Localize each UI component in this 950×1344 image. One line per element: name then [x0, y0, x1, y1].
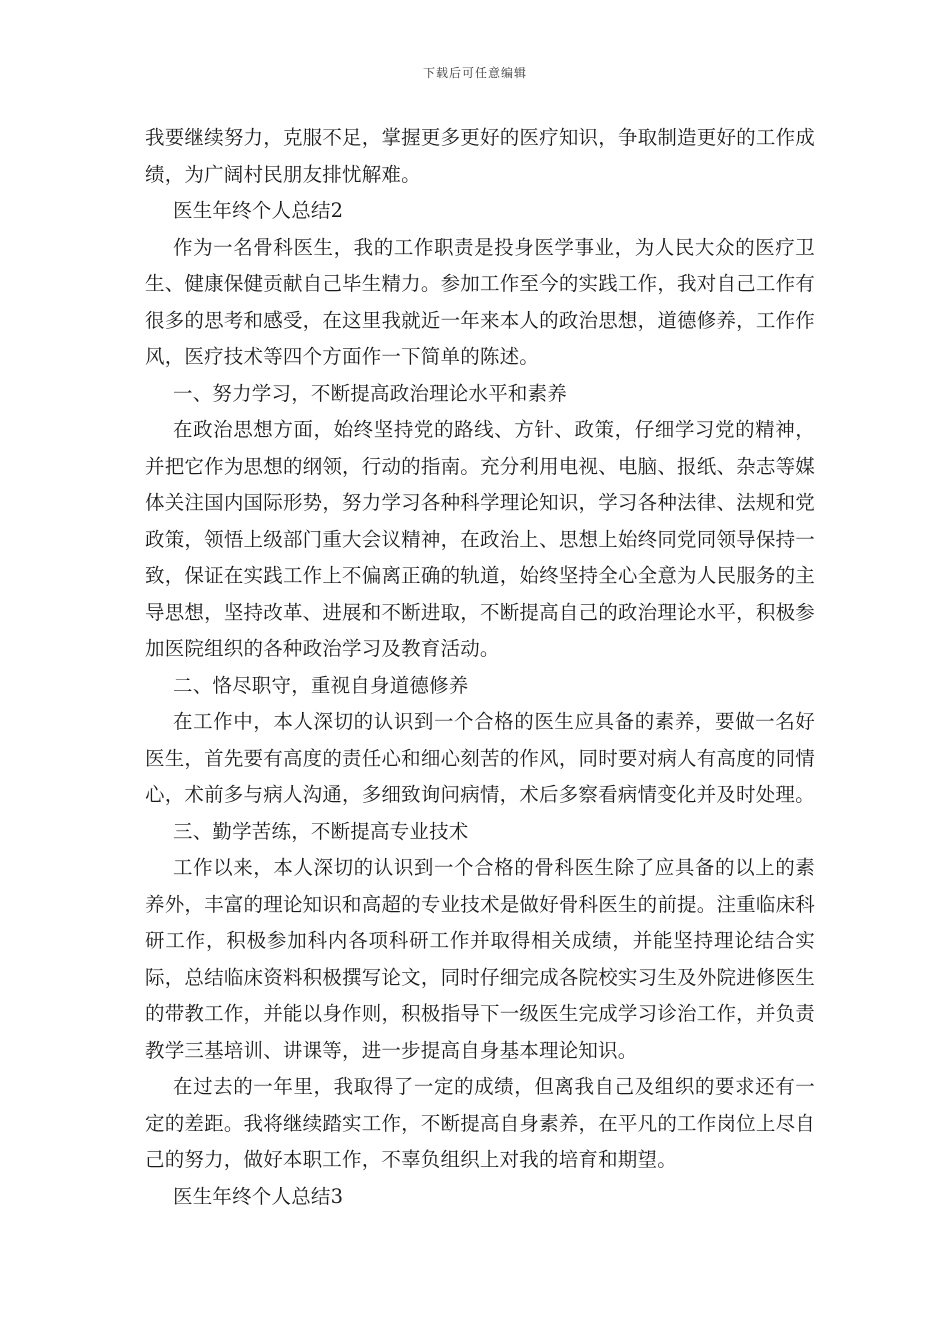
paragraph-professional-skill: 工作以来，本人深切的认识到一个合格的骨科医生除了应具备的以上的素养外，丰富的理论知识和高超的专业技术是做好骨科医生的前提。注重临床科研工作，积极参加科内各项科研工作并取得相关成绩，并能坚持理论结合实际，总结临床资料积极撰写论文，同时仔细完成各院校实习生及外院进修医生的带教工作，并能以身作则，积极指导下一级医生完成学习诊治工作，并负责教学三基培训、讲课等，进一步提高自身基本理论知识。: [145, 856, 815, 1062]
page-header: 下载后可任意编辑: [422, 66, 527, 80]
paragraph-moral-cultivation: 在工作中，本人深切的认识到一个合格的医生应具备的素养，要做一名好医生，首先要有高度的责任心和细心刻苦的作风，同时要对病人有高度的同情心，术前多与病人沟通，多细致询问病情，术后多察看病情变化并及时处理。: [145, 710, 815, 806]
paragraph-intro: 作为一名骨科医生，我的工作职责是投身医学事业，为人民大众的医疗卫生、健康保健贡献自己毕生精力。参加工作至今的实践工作，我对自己工作有很多的思考和感受，在这里我就近一年来本人的政治思想，道德修养，工作作风，医疗技术等四个方面作一下简单的陈述。: [145, 235, 815, 368]
heading-moral-cultivation: 二、恪尽职守，重视自身道德修养: [173, 673, 469, 697]
paragraph-conclusion: 在过去的一年里，我取得了一定的成绩，但离我自己及组织的要求还有一定的差距。我将继续踏实工作，不断提高自身素养，在平凡的工作岗位上尽自己的努力，做好本职工作，不辜负组织上对我的培育和期望。: [145, 1075, 815, 1171]
heading-professional-skill: 三、勤学苦练，不断提高专业技术: [173, 819, 469, 843]
document-body: [145, 120, 815, 1215]
paragraph-political-thought: 在政治思想方面，始终坚持党的路线、方针、政策，仔细学习党的精神，并把它作为思想的纲领，行动的指南。充分利用电视、电脑、报纸、杂志等媒体关注国内国际形势，努力学习各种科学理论知识，学习各种法律、法规和党政策，领悟上级部门重大会议精神，在政治上、思想上始终同党同领导保持一致，保证在实践工作上不偏离正确的轨道，始终坚持全心全意为人民服务的主导思想，坚持改革、进展和不断进取，不断提高自己的政治理论水平，积极参加医院组织的各种政治学习及教育活动。: [145, 418, 815, 660]
paragraph-continuation: 我要继续努力，克服不足，掌握更多更好的医疗知识，争取制造更好的工作成绩，为广阔村民朋友排忧解难。: [145, 126, 815, 186]
heading-political-study: 一、努力学习，不断提高政治理论水平和素养: [173, 381, 568, 405]
section-title-summary-3: 医生年终个人总结3: [173, 1184, 344, 1208]
section-title-summary-2: 医生年终个人总结2: [173, 199, 344, 222]
